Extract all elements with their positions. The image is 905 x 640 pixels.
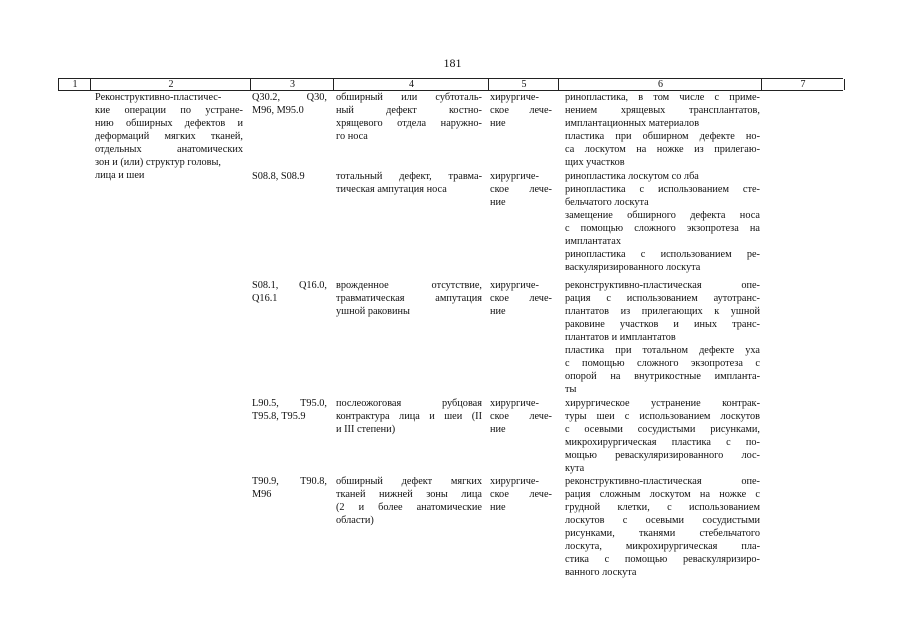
text-line: с помощью сложного экзопротеза на bbox=[565, 223, 760, 234]
text-line: тотальный дефект, травма- bbox=[336, 171, 482, 182]
text-line: Реконструктивно-пластичес- bbox=[95, 92, 222, 103]
row5-treatment bbox=[490, 475, 552, 514]
text-line: тканей нижней зоны лица bbox=[336, 489, 482, 500]
text-line: нию обширных дефектов и bbox=[95, 118, 243, 129]
text-line: стика с помощью реваскуляризиро- bbox=[565, 554, 760, 565]
text-line: с помощью сложного экзопротеза с bbox=[565, 358, 760, 369]
text-line: ние bbox=[490, 502, 506, 513]
text-line: ринопластика с использованием сте- bbox=[565, 184, 760, 195]
text-line: са лоскутом на ножке из прилегаю- bbox=[565, 144, 760, 155]
text-line: деформаций мягких тканей, bbox=[95, 131, 243, 142]
header-col-4: 4 bbox=[333, 79, 489, 90]
text-line: опорой на внутрикостные импланта- bbox=[565, 371, 760, 382]
text-line: ты bbox=[565, 384, 577, 395]
text-line: L90.5, T95.0, bbox=[252, 398, 327, 409]
row2-methods bbox=[565, 170, 760, 274]
text-line: зон и (или) структур головы, bbox=[95, 157, 221, 168]
text-line: обширный дефект мягких bbox=[336, 476, 482, 487]
text-line: врожденное отсутствие, bbox=[336, 280, 482, 291]
text-line: хирургиче- bbox=[490, 280, 539, 291]
text-line: ринопластика лоскутом со лба bbox=[565, 171, 699, 182]
text-line: ушной раковины bbox=[336, 306, 410, 317]
text-line: лоскута, микрохирургическая пла- bbox=[565, 541, 760, 552]
text-line: рисунками, тканями стебельчатого bbox=[565, 528, 760, 539]
row3-model bbox=[336, 279, 482, 318]
text-line: плантатов и имплантатов bbox=[565, 332, 676, 343]
text-line: области) bbox=[336, 515, 374, 526]
text-line: мощью реваскуляризированного лос- bbox=[565, 450, 760, 461]
text-line: ринопластика, в том числе с приме- bbox=[565, 92, 760, 103]
text-line: ское лече- bbox=[490, 293, 552, 304]
text-line: Q30.2, Q30, bbox=[252, 92, 327, 103]
text-line: ринопластика с использованием ре- bbox=[565, 249, 760, 260]
text-line: послеожоговая рубцовая bbox=[336, 398, 482, 409]
text-line: T90.9, T90.8, bbox=[252, 476, 327, 487]
text-line: хирургиче- bbox=[490, 171, 539, 182]
text-line: с осевыми сосудистыми рисунками, bbox=[565, 424, 760, 435]
text-line: хирургиче- bbox=[490, 476, 539, 487]
text-line: кие операции по устране- bbox=[95, 105, 243, 116]
row3-methods bbox=[565, 279, 760, 396]
text-line: реконструктивно-пластическая опе- bbox=[565, 280, 760, 291]
text-line: M96, M95.0 bbox=[252, 105, 304, 116]
header-col-2: 2 bbox=[90, 79, 251, 90]
row1-codes bbox=[252, 91, 327, 117]
row4-codes bbox=[252, 397, 327, 423]
text-line: лица и шеи bbox=[95, 170, 145, 181]
row3-treatment bbox=[490, 279, 552, 318]
text-line: пластика при обширном дефекте но- bbox=[565, 131, 760, 142]
text-line: кута bbox=[565, 463, 585, 474]
row5-model bbox=[336, 475, 482, 527]
text-line: ный дефект костно- bbox=[336, 105, 482, 116]
text-line: рация с использованием аутотранс- bbox=[565, 293, 760, 304]
text-line: плантатов из прилегающих к ушной bbox=[565, 306, 760, 317]
row1-treatment bbox=[490, 91, 552, 130]
text-line: хрящевого отдела наружно- bbox=[336, 118, 482, 129]
header-col-5: 5 bbox=[488, 79, 559, 90]
text-line: грудной клетки, с использованием bbox=[565, 502, 760, 513]
row2-treatment bbox=[490, 170, 552, 209]
text-line: контрактура лица и шеи (II bbox=[336, 411, 482, 422]
text-line: Q16.1 bbox=[252, 293, 278, 304]
header-col-3: 3 bbox=[250, 79, 334, 90]
text-line: S08.8, S08.9 bbox=[252, 171, 305, 182]
text-line: реконструктивно-пластическая опе- bbox=[565, 476, 760, 487]
text-line: микрохирургическая пластика с по- bbox=[565, 437, 760, 448]
text-line: ское лече- bbox=[490, 489, 552, 500]
text-line: имплантационных материалов bbox=[565, 118, 700, 129]
row1-methods bbox=[565, 91, 760, 169]
row4-methods bbox=[565, 397, 760, 475]
text-line: (2 и более анатомические bbox=[336, 502, 482, 513]
row2-model bbox=[336, 170, 482, 196]
text-line: ское лече- bbox=[490, 411, 552, 422]
text-line: нением хрящевых трансплантатов, bbox=[565, 105, 760, 116]
text-line: ние bbox=[490, 424, 506, 435]
text-line: бельчатого лоскута bbox=[565, 197, 649, 208]
text-line: пластика при тотальном дефекте уха bbox=[565, 345, 760, 356]
row4-model bbox=[336, 397, 482, 436]
text-line: лоскутов с осевыми сосудистыми bbox=[565, 515, 760, 526]
header-col-6: 6 bbox=[558, 79, 762, 90]
text-line: хирургиче- bbox=[490, 92, 539, 103]
row5-methods bbox=[565, 475, 760, 579]
text-line: туры шеи с использованием лоскутов bbox=[565, 411, 760, 422]
text-line: ское лече- bbox=[490, 184, 552, 195]
text-line: имплантатах bbox=[565, 236, 622, 247]
text-line: ское лече- bbox=[490, 105, 552, 116]
text-line: обширный или субтоталь- bbox=[336, 92, 482, 103]
text-line: рация сложным лоскутом на ножке с bbox=[565, 489, 760, 500]
text-line: T95.8, T95.9 bbox=[252, 411, 306, 422]
text-line: S08.1, Q16.0, bbox=[252, 280, 327, 291]
row3-codes bbox=[252, 279, 327, 305]
text-line: щих участков bbox=[565, 157, 625, 168]
text-line: M96 bbox=[252, 489, 272, 500]
row1-model bbox=[336, 91, 482, 143]
text-line: ние bbox=[490, 306, 506, 317]
text-line: отдельных анатомических bbox=[95, 144, 243, 155]
row2-codes bbox=[252, 170, 327, 183]
header-col-7: 7 bbox=[761, 79, 845, 90]
procedure-group-description bbox=[95, 91, 243, 182]
row5-codes bbox=[252, 475, 327, 501]
text-line: и III степени) bbox=[336, 424, 396, 435]
text-line: го носа bbox=[336, 131, 368, 142]
text-line: замещение обширного дефекта носа bbox=[565, 210, 760, 221]
text-line: ние bbox=[490, 118, 506, 129]
text-line: ванного лоскута bbox=[565, 567, 637, 578]
text-line: раковине участков и иных транс- bbox=[565, 319, 760, 330]
table-header-row bbox=[58, 78, 843, 91]
header-col-1: 1 bbox=[58, 79, 91, 90]
row4-treatment bbox=[490, 397, 552, 436]
text-line: травматическая ампутация bbox=[336, 293, 482, 304]
page-number: 181 bbox=[443, 56, 462, 70]
text-line: хирургиче- bbox=[490, 398, 539, 409]
text-line: тическая ампутация носа bbox=[336, 184, 447, 195]
text-line: хирургическое устранение контрак- bbox=[565, 398, 760, 409]
text-line: ние bbox=[490, 197, 506, 208]
text-line: васкуляризированного лоскута bbox=[565, 262, 701, 273]
